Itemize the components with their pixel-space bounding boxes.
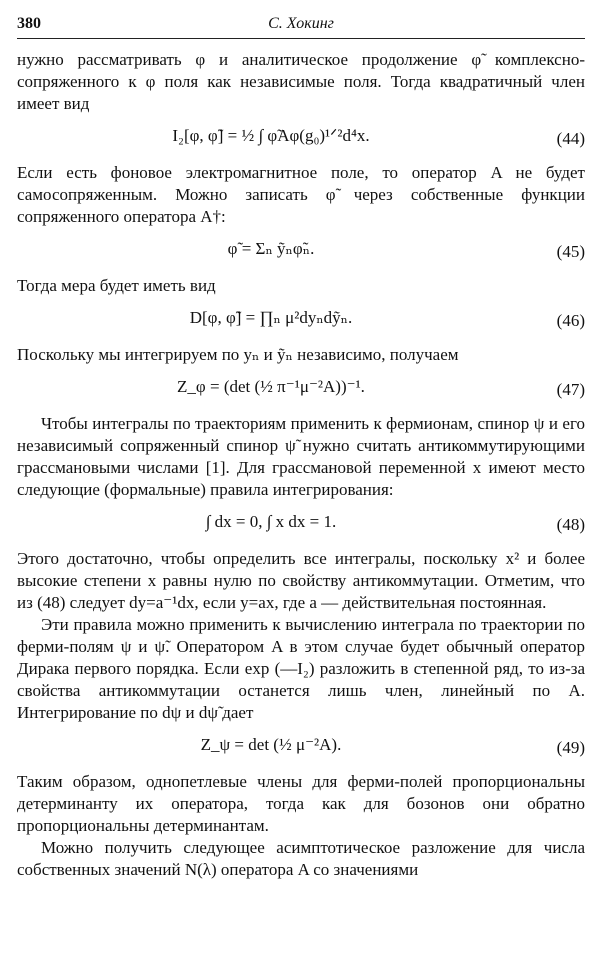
equation-46 [17,307,585,333]
equation-46-number: (46) [556,311,585,330]
equation-47-number: (47) [556,380,585,399]
page-header [17,14,585,39]
equation-44 [17,125,585,151]
paragraph-5: Чтобы интегралы по траекториям применить к фермионам, спинор ψ и его независимый сопряженный спинор ψ̃ нужно считать антикоммутирующими грассмановыми числами [1]. Для грассмановой переменной x имеют место следующие (формальные) правила интегрирования: [17,414,585,499]
page-body [17,49,585,881]
equation-47 [17,376,585,402]
equation-46-expression: D[φ, φ̃] = ∏ₙ μ²dyₙdỹₙ. [189,308,353,327]
page-number: 380 [17,15,41,32]
equation-48-expression: ∫ dx = 0, ∫ x dx = 1. [205,512,337,531]
paragraph-3: Тогда мера будет иметь вид [17,276,216,295]
equation-44-expression: I₂[φ, φ̃] = ½ ∫ φ̃Aφ(g₀)¹ᐟ²d⁴x. [172,126,370,145]
equation-45 [17,238,585,264]
equation-45-expression: φ̃ = Σₙ ỹₙφ̃ₙ. [227,239,315,258]
paragraph-7: Эти правила можно применить к вычислению интеграла по траектории по ферми-полям ψ и ψ̃. Оператором A в этом случае будет обычный оператор Дирака первого порядка. Если exp (—I₂) разложить в степенной ряд, то из-за свойства антикоммутации останется лишь член, линейный по A. Интегрирование по dψ и dψ̃ дает [17,615,585,722]
equation-47-expression: Z_φ = (det (½ π⁻¹μ⁻²A))⁻¹. [177,377,365,396]
equation-49-expression: Z_ψ = det (½ μ⁻²A). [200,735,342,754]
paragraph-6: Этого достаточно, чтобы определить все интегралы, поскольку x² и более высокие степени x равны нулю по свойству антикоммутации. Отметим, что из (48) следует dy=a⁻¹dx, если y=ax, где a — действительная постоянная. [17,549,585,612]
paragraph-2: Если есть фоновое электромагнитное поле, то оператор A не будет самосопряженным. Можно записать φ̃ через собственные функции сопряженного оператора A†: [17,163,585,226]
paragraph-4: Поскольку мы интегрируем по yₙ и ỹₙ независимо, получаем [17,345,459,364]
equation-44-number: (44) [556,129,585,148]
equation-45-number: (45) [556,242,585,261]
paragraph-9: Можно получить следующее асимптотическое разложение для числа собственных значений N(λ) оператора A со значениями [17,838,585,879]
equation-49-number: (49) [556,738,585,757]
equation-49 [17,734,585,760]
equation-48 [17,511,585,537]
paragraph-1: нужно рассматривать φ и аналитическое продолжение φ̃ комплексно-сопряженного к φ поля как независимые поля. Тогда квадратичный член имеет вид [17,50,585,113]
book-page [17,14,585,881]
running-title: С. Хокинг [268,15,334,32]
equation-48-number: (48) [556,515,585,534]
paragraph-8: Таким образом, однопетлевые члены для ферми-полей пропорциональны детерминанту их оператора, тогда как для бозонов они обратно пропорциональны детерминантам. [17,772,585,835]
